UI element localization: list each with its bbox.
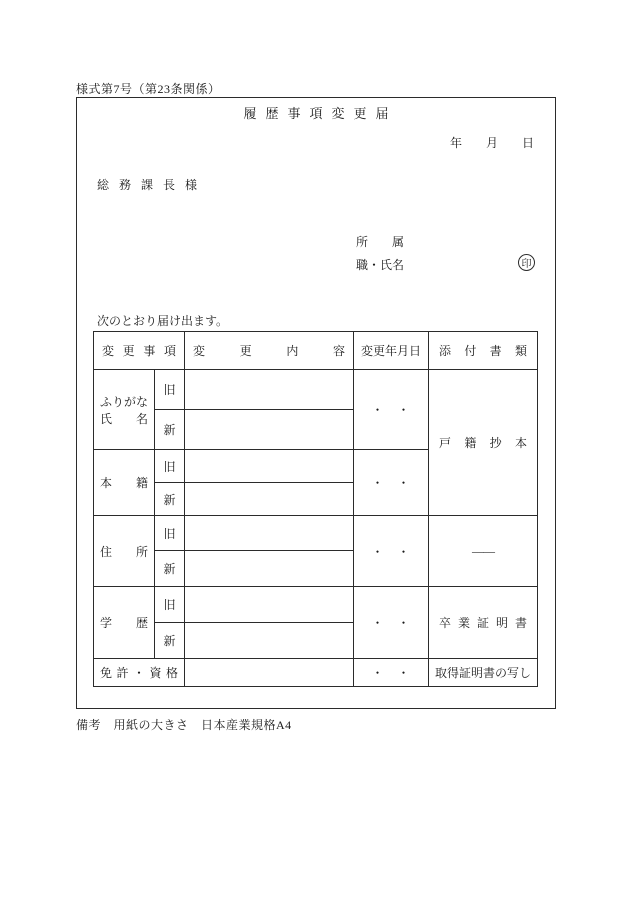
table-row — [94, 659, 538, 687]
change-table — [93, 331, 538, 687]
addressee-line: 総務課長様 — [97, 178, 208, 192]
header-change-item — [94, 332, 185, 370]
row-label-name-line1: ふりがな — [100, 394, 149, 409]
sub-label-old: 旧 — [155, 370, 185, 410]
date-cell-license: ・ ・ — [354, 659, 429, 687]
input-cell-license — [185, 659, 354, 687]
row-label-honseki-text: 本籍 — [100, 476, 148, 490]
input-cell-honseki-new — [185, 483, 354, 516]
header-change-content — [185, 332, 354, 370]
row-label-name-line2: 氏名 — [100, 411, 148, 426]
row-label-license-text: 免許・資格 — [100, 666, 179, 680]
input-cell-honseki-old — [185, 450, 354, 483]
seal-stamp-icon: 印 — [518, 254, 535, 271]
intro-text: 次のとおり届け出ます。 — [97, 314, 229, 328]
sub-label-new: 新 — [155, 623, 185, 659]
date-cell-address: ・ ・ — [354, 516, 429, 587]
input-cell-education-new — [185, 623, 354, 659]
table-row — [94, 370, 538, 410]
attachment-cell-diploma — [429, 587, 538, 659]
date-line: 年 月 日 — [449, 136, 534, 150]
header-change-item-label: 変更事項 — [102, 344, 177, 358]
input-cell-address-new — [185, 551, 354, 587]
row-label-address-text: 住所 — [100, 544, 148, 559]
header-attachment-label: 添付書類 — [439, 344, 528, 358]
input-cell-name-new — [185, 410, 354, 450]
row-label-license — [94, 659, 185, 687]
row-label-name — [94, 370, 155, 450]
attachment-cell-certificate: 取得証明書の写し — [429, 659, 538, 687]
sub-label-old: 旧 — [155, 587, 185, 623]
sub-label-old: 旧 — [155, 516, 185, 551]
date-cell-name: ・ ・ — [354, 370, 429, 450]
sub-label-old: 旧 — [155, 450, 185, 483]
note-text: 備考 用紙の大きさ 日本産業規格A4 — [76, 718, 292, 732]
sub-label-new: 新 — [155, 483, 185, 516]
header-change-date-label: 変更年月日 — [361, 344, 422, 358]
form-number: 様式第7号（第23条関係） — [76, 82, 221, 96]
row-label-address — [94, 516, 155, 587]
input-cell-education-old — [185, 587, 354, 623]
form-border-box — [76, 97, 556, 709]
form-title: 履歴事項変更届 — [243, 106, 398, 121]
sub-label-new: 新 — [155, 410, 185, 450]
table-row — [94, 516, 538, 551]
input-cell-address-old — [185, 516, 354, 551]
date-cell-honseki: ・ ・ — [354, 450, 429, 516]
table-header-row — [94, 332, 538, 370]
row-label-education-text: 学歴 — [100, 616, 148, 630]
attachment-diploma-label: 卒業証明書 — [439, 616, 528, 630]
row-label-education — [94, 587, 155, 659]
sub-label-new: 新 — [155, 551, 185, 587]
input-cell-name-old — [185, 370, 354, 410]
attachment-cell-koseki — [429, 370, 538, 516]
row-label-honseki — [94, 450, 155, 516]
header-attachment — [429, 332, 538, 370]
affiliation-label: 所 属 — [356, 235, 405, 249]
name-label: 職・氏名 — [356, 258, 405, 272]
header-change-date — [354, 332, 429, 370]
attachment-cell-none: ―― — [429, 516, 538, 587]
table-row — [94, 587, 538, 623]
attachment-koseki-label: 戸籍抄本 — [439, 436, 528, 450]
date-cell-education: ・ ・ — [354, 587, 429, 659]
header-change-content-label: 変更内容 — [193, 344, 346, 358]
